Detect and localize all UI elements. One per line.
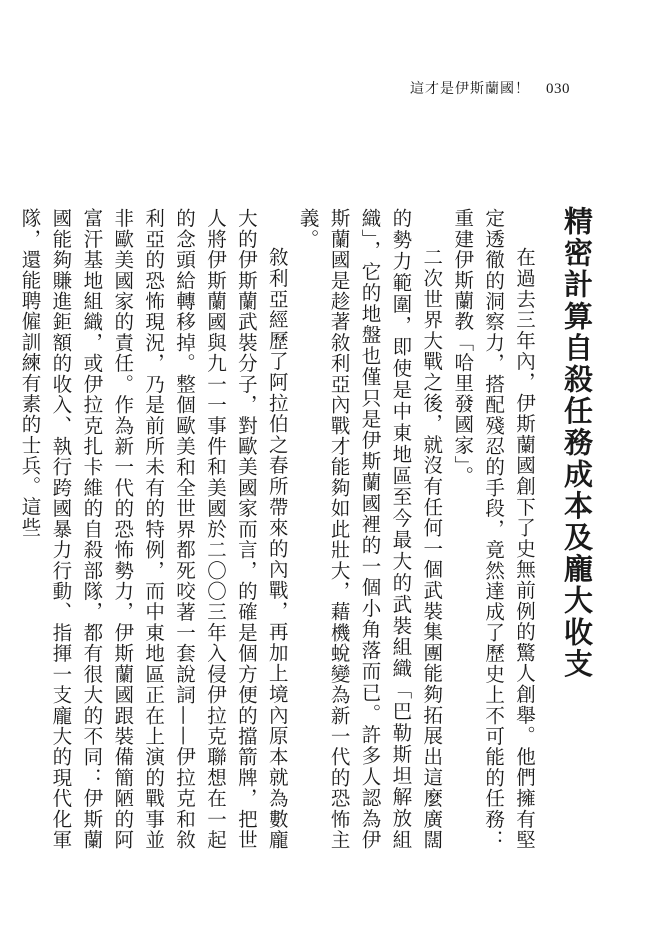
paragraph: 在過去三年內，伊斯蘭國創下了史無前例的驚人創舉。他們擁有堅定透徹的洞察力，搭配殘忍的手段，竟然達成了歷史上不可能的任務：重建伊斯蘭教「哈里發國家」。 [451,208,536,850]
paragraph: 二次世界大戰之後，就沒有任何一個武裝集團能夠拓展出這麼廣闊的勢力範圍，即使是中東地區至今最大的武裝組織「巴勒斯坦解放組織」，它的地盤也僅只是伊斯蘭國裡的一個小角落而已。許多人認為伊斯蘭國是趁著敘利亞內戰才能夠如此壯大，藉機蛻變為新一代的恐怖主義。 [296,208,444,850]
section-heading: 精密計算自殺任務成本及龐大收支 [560,206,594,680]
running-header [410,78,570,98]
paragraph: 敘利亞經歷了阿拉伯之春所帶來的內戰，再加上境內原本就為數龐大的伊斯蘭武裝分子，對歐美國家而言，的確是個方便的擋箭牌，把世人將伊斯蘭國與九一一事件和美國於二〇〇三年入侵伊拉克聯想在一起的念頭給轉移掉。整個歐美和全世界都死咬著一套說詞——伊拉克和敘利亞的恐怖現況，乃是前所未有的特例，而中東地區正在上演的戰事並非歐美國家的責任。作為新一代的恐怖勢力，伊斯蘭國跟裝備簡陋的阿富汗基地組織，或伊拉克扎卡維的自殺部隊，都有很大的不同：伊斯蘭國能夠賺進鉅額的收入、執行跨國暴力行動、指揮一支龐大的現代化軍隊，還能聘僱訓練有素的士兵。這些 [18,208,289,850]
body-text [14,208,539,850]
running-title: 這才是伊斯蘭國！ [410,81,530,97]
page-number: 030 [546,81,570,97]
